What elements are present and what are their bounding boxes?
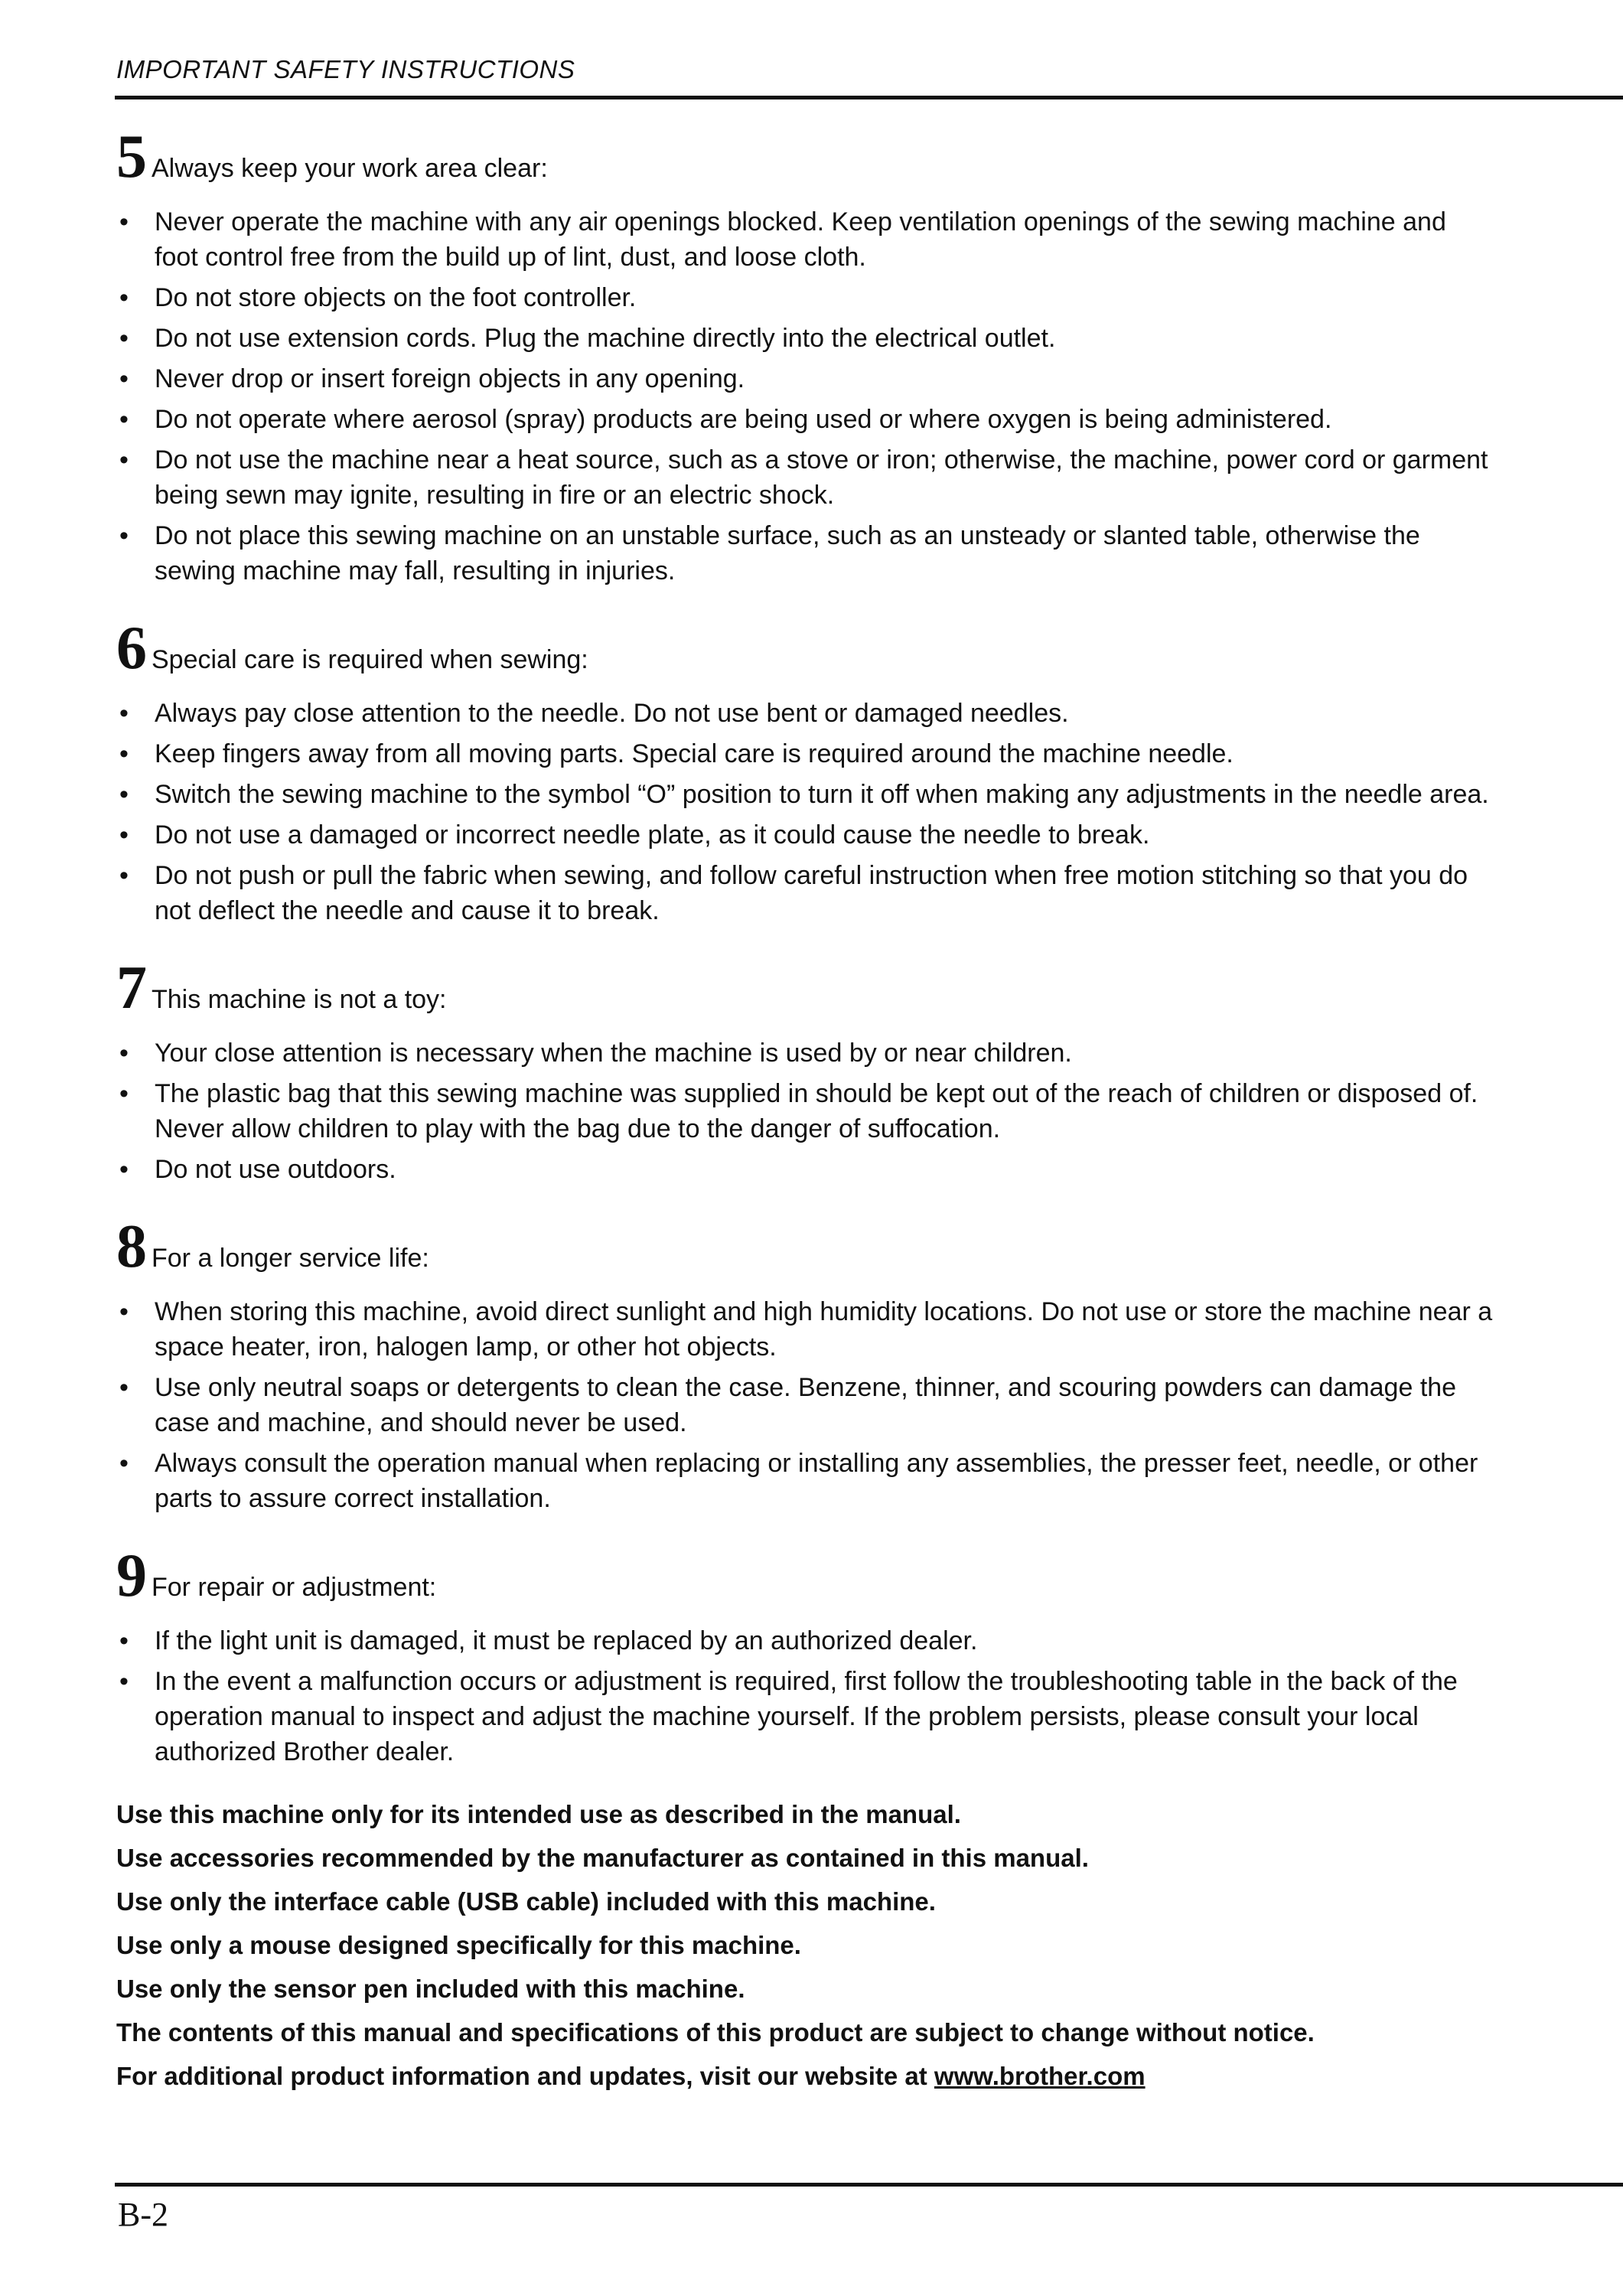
section-title: Special care is required when sewing: xyxy=(152,645,588,674)
list-item: • Do not store objects on the foot controller. xyxy=(116,280,1494,315)
list-item: • Always pay close attention to the needle. Do not use bent or damaged needles. xyxy=(116,696,1494,731)
sections-container xyxy=(116,123,1494,1769)
section-number: 5 xyxy=(116,123,147,191)
list-item: • Do not push or pull the fabric when sewing, and follow careful instruction when free motion stitching so that you do not deflect the needle and cause it to break. xyxy=(116,858,1494,928)
section-5 xyxy=(116,123,1494,589)
bullet-list xyxy=(116,696,1494,928)
bold-note: Use only the sensor pen included with this machine. xyxy=(116,1975,745,2003)
bullet-list xyxy=(116,1623,1494,1769)
section-number: 9 xyxy=(116,1542,147,1609)
list-item: • Always consult the operation manual when replacing or installing any assemblies, the presser feet, needle, or other parts to assure correct installation. xyxy=(116,1446,1494,1516)
website-note-text: For additional product information and updates, visit our website at xyxy=(116,2062,934,2090)
section-title: Always keep your work area clear: xyxy=(152,154,548,183)
website-link[interactable]: www.brother.com xyxy=(934,2062,1146,2090)
section-9 xyxy=(116,1542,1494,1769)
list-item: • Never drop or insert foreign objects in any opening. xyxy=(116,361,1494,396)
section-number: 8 xyxy=(116,1213,147,1280)
notes-block xyxy=(116,1799,1494,2092)
bold-note: Use this machine only for its intended use as described in the manual. xyxy=(116,1800,961,1828)
bold-note: The contents of this manual and specifications of this product are subject to change without notice. xyxy=(116,2018,1315,2047)
list-item: • Your close attention is necessary when the machine is used by or near children. xyxy=(116,1035,1494,1071)
section-heading xyxy=(116,1213,1494,1280)
section-heading xyxy=(116,615,1494,682)
bold-note: Use accessories recommended by the manufacturer as contained in this manual. xyxy=(116,1844,1089,1872)
section-heading xyxy=(116,1542,1494,1609)
footer-rule xyxy=(115,2183,1623,2187)
list-item: • Switch the sewing machine to the symbol “O” position to turn it off when making any adjustments in the needle area. xyxy=(116,777,1494,812)
bullet-list xyxy=(116,1035,1494,1187)
list-item: • Do not use extension cords. Plug the machine directly into the electrical outlet. xyxy=(116,321,1494,356)
list-item: • Do not use the machine near a heat source, such as a stove or iron; otherwise, the machine, power cord or garment being sewn may ignite, resulting in fire or an electric shock. xyxy=(116,442,1494,513)
section-8 xyxy=(116,1213,1494,1516)
header-rule xyxy=(115,96,1623,99)
bullet-list xyxy=(116,204,1494,589)
section-title: For repair or adjustment: xyxy=(152,1573,437,1602)
section-title: This machine is not a toy: xyxy=(152,985,447,1014)
notes-list xyxy=(116,1799,1494,2049)
bold-note: Use only a mouse designed specifically for this machine. xyxy=(116,1931,801,1959)
bullet-list xyxy=(116,1294,1494,1516)
section-number: 7 xyxy=(116,954,147,1022)
list-item: • When storing this machine, avoid direct sunlight and high humidity locations. Do not use or store the machine near a space heater, iron, halogen lamp, or other hot objects. xyxy=(116,1294,1494,1365)
list-item: • Never operate the machine with any air openings blocked. Keep ventilation openings of the sewing machine and foot control free from the build up of lint, dust, and loose cloth. xyxy=(116,204,1494,275)
list-item: • Use only neutral soaps or detergents to clean the case. Benzene, thinner, and scouring powders can damage the case and machine, and should never be used. xyxy=(116,1370,1494,1440)
list-item: • If the light unit is damaged, it must be replaced by an authorized dealer. xyxy=(116,1623,1494,1658)
page-header-title: IMPORTANT SAFETY INSTRUCTIONS xyxy=(116,55,575,83)
list-item: • Do not operate where aerosol (spray) products are being used or where oxygen is being administered. xyxy=(116,402,1494,437)
list-item: • Do not use outdoors. xyxy=(116,1152,1494,1187)
page-content xyxy=(116,123,1494,2104)
section-heading xyxy=(116,123,1494,191)
list-item: • Do not use a damaged or incorrect needle plate, as it could cause the needle to break. xyxy=(116,817,1494,853)
section-title: For a longer service life: xyxy=(152,1244,429,1273)
section-6 xyxy=(116,615,1494,928)
list-item: • Keep fingers away from all moving parts. Special care is required around the machine needle. xyxy=(116,736,1494,771)
page-number: B-2 xyxy=(118,2196,168,2233)
section-7 xyxy=(116,954,1494,1187)
list-item: • The plastic bag that this sewing machine was supplied in should be kept out of the reach of children or disposed of. Never allow children to play with the bag due to the danger of suffocation. xyxy=(116,1076,1494,1146)
section-number: 6 xyxy=(116,615,147,682)
list-item: • In the event a malfunction occurs or adjustment is required, first follow the troubleshooting table in the back of the operation manual to inspect and adjust the machine yourself. If the problem persists, please consult your local authorized Brother dealer. xyxy=(116,1664,1494,1769)
section-heading xyxy=(116,954,1494,1022)
bold-note: Use only the interface cable (USB cable) included with this machine. xyxy=(116,1887,936,1916)
list-item: • Do not place this sewing machine on an unstable surface, such as an unsteady or slanted table, otherwise the sewing machine may fall, resulting in injuries. xyxy=(116,518,1494,589)
website-note xyxy=(116,2060,1494,2092)
